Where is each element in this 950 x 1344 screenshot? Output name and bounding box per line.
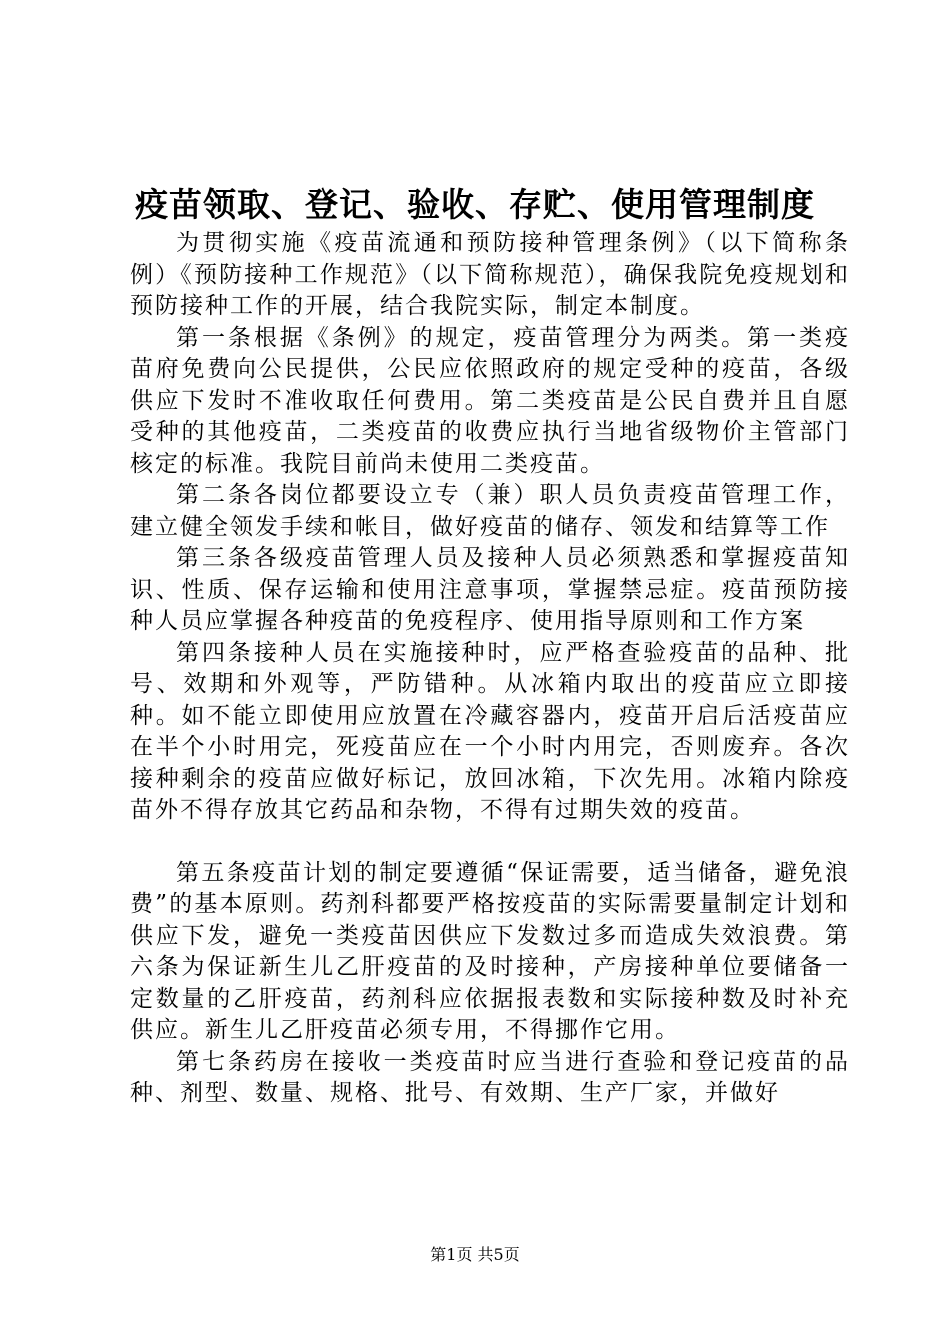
document-body (130, 228, 850, 1110)
paragraph-article-5-6: 第五条疫苗计划的制定要遵循“保证需要，适当储备，避免浪费”的基本原则。药剂科都要严格按疫苗的实际需要量制定计划和供应下发，避免一类疫苗因供应下发数过多而造成失效浪费。第六条为保证新生儿乙肝疫苗的及时接种，产房接种单位要储备一定数量的乙肝疫苗，药剂科应依据报表数和实际接种数及时补充供应。新生儿乙肝疫苗必须专用，不得挪作它用。 (130, 859, 850, 1043)
paragraph-article-4: 第四条接种人员在实施接种时，应严格查验疫苗的品种、批号、效期和外观等，严防错种。从冰箱内取出的疫苗应立即接种。如不能立即使用应放置在冷藏容器内，疫苗开启后活疫苗应在半个小时用完，死疫苗应在一个小时内用完，否则废弃。各次接种剩余的疫苗应做好标记，放回冰箱，下次先用。冰箱内除疫苗外不得存放其它药品和杂物，不得有过期失效的疫苗。 (130, 639, 850, 823)
paragraph-intro: 为贯彻实施《疫苗流通和预防接种管理条例》（以下简称条例）《预防接种工作规范》（以下简称规范），确保我院免疫规划和预防接种工作的开展，结合我院实际，制定本制度。 (130, 230, 850, 319)
paragraph-article-7: 第七条药房在接收一类疫苗时应当进行查验和登记疫苗的品种、剂型、数量、规格、批号、有效期、生产厂家，并做好 (130, 1048, 850, 1106)
paragraph-article-1: 第一条根据《条例》的规定，疫苗管理分为两类。第一类疫苗府免费向公民提供，公民应依照政府的规定受种的疫苗，各级供应下发时不准收取任何费用。第二类疫苗是公民自费并且自愿受种的其他疫苗，二类疫苗的收费应执行当地省级物价主管部门核定的标准。我院目前尚未使用二类疫苗。 (130, 324, 850, 477)
paragraph-article-3: 第三条各级疫苗管理人员及接种人员必须熟悉和掌握疫苗知识、性质、保存运输和使用注意事项，掌握禁忌症。疫苗预防接种人员应掌握各种疫苗的免疫程序、使用指导原则和工作方案 (130, 545, 850, 634)
document-title: 疫苗领取、登记、验收、存贮、使用管理制度 (135, 185, 815, 224)
paragraph-article-2: 第二条各岗位都要设立专（兼）职人员负责疫苗管理工作，建立健全领发手续和帐目，做好疫苗的储存、领发和结算等工作 (130, 482, 850, 540)
page-indicator: 第1页 共5页 (430, 1245, 520, 1264)
